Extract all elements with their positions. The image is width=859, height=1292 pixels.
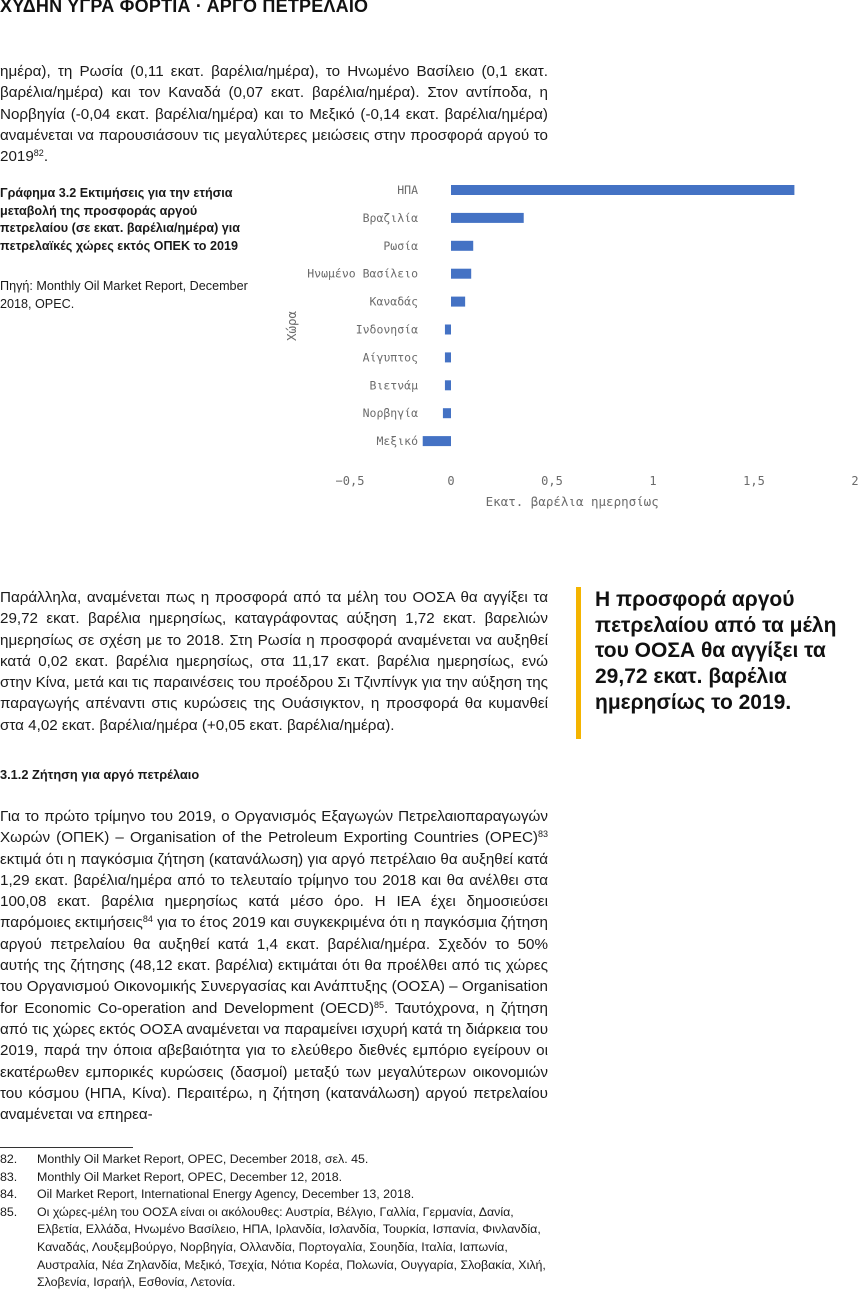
- bar-1: [451, 185, 794, 195]
- footnote-number: 84.: [0, 1187, 18, 1202]
- category-label: Ινδονησία: [355, 322, 418, 337]
- paragraph-demand-part1: Για το πρώτο τρίμηνο του 2019, ο Οργανισμός Εξαγωγών Πετρελαιοπαραγωγών Χωρών (ΟΠΕΚ) – Organisation of the Petroleum Exporting Countries (OPEC): [0, 808, 548, 847]
- bar-chart: [270, 178, 859, 518]
- page-header-title: ΧΥΔΗΝ ΥΓΡΑ ΦΟΡΤΙΑ · ΑΡΓΟ ΠΕΤΡΕΛΑΙΟ: [0, 0, 369, 16]
- category-label: Καναδάς: [369, 294, 418, 309]
- bar-5: [451, 297, 465, 307]
- bar-6: [445, 325, 451, 335]
- footnote-text: Οι χώρες-μέλη του ΟΟΣΑ είναι οι ακόλουθες: Αυστρία, Βέλγιο, Γαλλία, Γερμανία, Δανία, Ελβετία, Ελλάδα, Ηνωμένο Βασίλειο, ΗΠΑ, Ιρλανδία, Ισλανδία, Τουρκία, Ισπανία, Φινλανδία, Καναδάς, Λουξεμβούργο, Νορβηγία, Ολλανδία, Πορτογαλία, Σουηδία, Ιταλία, Ιαπωνία, Αυστραλία, Νέα Ζηλανδία, Μεξικό, Τσεχία, Νότια Κορέα, Πολωνία, Ουγγαρία, Σλοβακία, Χιλή, Σλοβενία, Ισραήλ, Εσθονία, Λετονία.: [37, 1204, 546, 1290]
- category-label: Βιετνάμ: [369, 378, 418, 393]
- footnotes-list: [0, 1151, 550, 1292]
- bar-8: [445, 380, 451, 390]
- x-tick-label: −0,5: [335, 474, 365, 488]
- paragraph-oecd-supply: Παράλληλα, αναμένεται πως η προσφορά από τα μέλη του ΟΟΣΑ θα αγγίξει τα 29,72 εκατ. βαρέλια ημερησίως, καταγράφοντας αύξηση 1,72 εκατ. βαρελιών ημερησίως σε σχέση με το 2018. Στη Ρωσία η προσφορά αναμένεται να αυξηθεί κατά 0,02 εκατ. βαρέλια ημερησίως, στα 11,17 εκατ. βαρέλια ημερησίως, ενώ στην Κίνα, μετά και τις παραινέσεις του προέδρου Σι Τζινπίνγκ για την αύξηση της παραγωγής απέναντι στις κυρώσεις της Ουάσιγκτον, η προσφορά θα κυμανθεί στα 4,02 εκατ. βαρέλια/ημέρα (+0,05 εκατ. βαρέλια/ημέρα).: [0, 589, 548, 734]
- footnote-number: 85.: [0, 1204, 18, 1219]
- y-axis-label: Χώρα: [284, 310, 299, 342]
- bar-9: [443, 408, 451, 418]
- footnote-text: Monthly Oil Market Report, OPEC, December 2018, σελ. 45.: [37, 1152, 369, 1166]
- paragraph-demand: [0, 806, 548, 1125]
- category-label: Ρωσία: [383, 238, 418, 253]
- x-tick-label: 0,5: [541, 474, 563, 488]
- bar-4: [451, 269, 471, 279]
- x-tick-label: 0: [447, 474, 455, 488]
- footnote-ref-84[interactable]: 84: [142, 914, 153, 925]
- footnote-text: Monthly Oil Market Report, OPEC, December 12, 2018.: [37, 1169, 343, 1184]
- footnote-number: 82.: [0, 1152, 18, 1166]
- x-tick-label: 1,5: [743, 474, 765, 488]
- intro-paragraph-tail: .: [43, 148, 49, 166]
- footnote-divider: [0, 1147, 133, 1148]
- figure-caption: Γράφημα 3.2 Εκτιμήσεις για την ετήσια μεταβολή της προσφοράς αργού πετρελαίου (σε εκατ. βαρέλια/ημέρα) για πετρελαϊκές χώρες εκτός ΟΠΕΚ το 2019: [0, 186, 241, 253]
- paragraph-demand-part4: . Ταυτόχρονα, η ζήτηση από τις χώρες εκτός ΟΟΣΑ αναμένεται να παραμείνει ισχυρή κατά τη διάρκεια του 2019, παρά την όποια αβεβαιότητα για το ελεύθερο διεθνές εμπόριο εγείρουν οι εκατέρωθεν εμπορικές κυρώσεις (δασμοί) μεταξύ των μεγαλύτερων οικονομιών του κόσμου (ΗΠΑ, Κίνα). Περαιτέρω, η ζήτηση (κατανάλωση) αργού πετρελαίου αναμένεται να επηρεα-: [0, 999, 548, 1124]
- x-tick-label: 1: [649, 474, 657, 488]
- category-label: Μεξικό: [376, 434, 418, 449]
- footnote-ref-85[interactable]: 85: [374, 999, 385, 1010]
- pull-quote: Η προσφορά αργού πετρελαίου από τα μέλη του ΟΟΣΑ θα αγγίξει τα 29,72 εκατ. βαρέλια ημερησίως το 2019.: [576, 587, 846, 739]
- intro-paragraph: [0, 61, 548, 167]
- figure-source: Πηγή: Monthly Oil Market Report, December 2018, OPEC.: [0, 279, 248, 311]
- bar-3: [451, 241, 473, 251]
- paragraph-demand-part3: για το έτος 2019 και συγκεκριμένα ότι η παγκόσμια ζήτηση αργού πετρελαίου θα αυξηθεί κατά 1,4 εκατ. βαρέλια/ημέρα. Σχεδόν το 50% αυτής της ζήτησης (48,12 εκατ. βαρέλια) εκτιμάται ότι θα προέλθει από τις χώρες του Οργανισμού Οικονομικής Συνεργασίας και Ανάπτυξης (ΟΟΣΑ) – Organisation for Economic Co-operation and Development (OECD): [0, 914, 548, 1017]
- footnote-82: [0, 1151, 550, 1169]
- category-label: Ηνωμένο Βασίλειο: [307, 266, 418, 281]
- category-label: ΗΠΑ: [397, 183, 418, 197]
- footnote-83: [0, 1169, 550, 1187]
- category-label: Νορβηγία: [362, 406, 418, 421]
- section-heading: 3.1.2 Ζήτηση για αργό πετρέλαιο: [0, 767, 200, 782]
- footnote-ref-82[interactable]: 82: [33, 148, 44, 159]
- intro-paragraph-text: ημέρα), τη Ρωσία (0,11 εκατ. βαρέλια/ημέρα), το Ηνωμένο Βασίλειο (0,1 εκατ. βαρέλια/ημέρα) και τον Καναδά (0,07 εκατ. βαρέλια/ημέρα). Στον αντίποδα, η Νορβηγία (-0,04 εκατ. βαρέλια/ημέρα) και το Μεξικό (-0,14 εκατ. βαρέλια/ημέρα) αναμένεται να παρουσιάσουν τις μεγαλύτερες μειώσεις στην προσφορά αργού το 2019: [0, 63, 548, 166]
- footnote-85: [0, 1204, 550, 1292]
- footnote-ref-83[interactable]: 83: [537, 829, 548, 840]
- bar-10: [423, 436, 451, 446]
- category-label: Αίγυπτος: [362, 350, 418, 365]
- x-tick-label: 2: [851, 474, 859, 488]
- paragraph-demand-part2: εκτιμά ότι η παγκόσμια ζήτηση (κατανάλωση) για αργό πετρέλαιο θα αυξηθεί κατά 1,29 εκατ. βαρέλια/ημέρα από το τελευταίο τρίμηνο του 2018 και θα ανέλθει στα 100,08 εκατ. βαρέλια ημερησίως κατά μέσο όρο. Η IEA έχει δημοσιεύσει παρόμοιες εκτιμήσεις: [0, 850, 548, 932]
- footnote-number: 83.: [0, 1169, 18, 1184]
- footnote-84: [0, 1186, 550, 1204]
- bar-7: [445, 352, 451, 362]
- category-label: Βραζιλία: [362, 210, 418, 225]
- footnote-text: Oil Market Report, International Energy Agency, December 13, 2018.: [37, 1187, 415, 1202]
- x-axis-label: Εκατ. βαρέλια ημερησίως: [485, 494, 659, 509]
- bar-2: [451, 213, 524, 223]
